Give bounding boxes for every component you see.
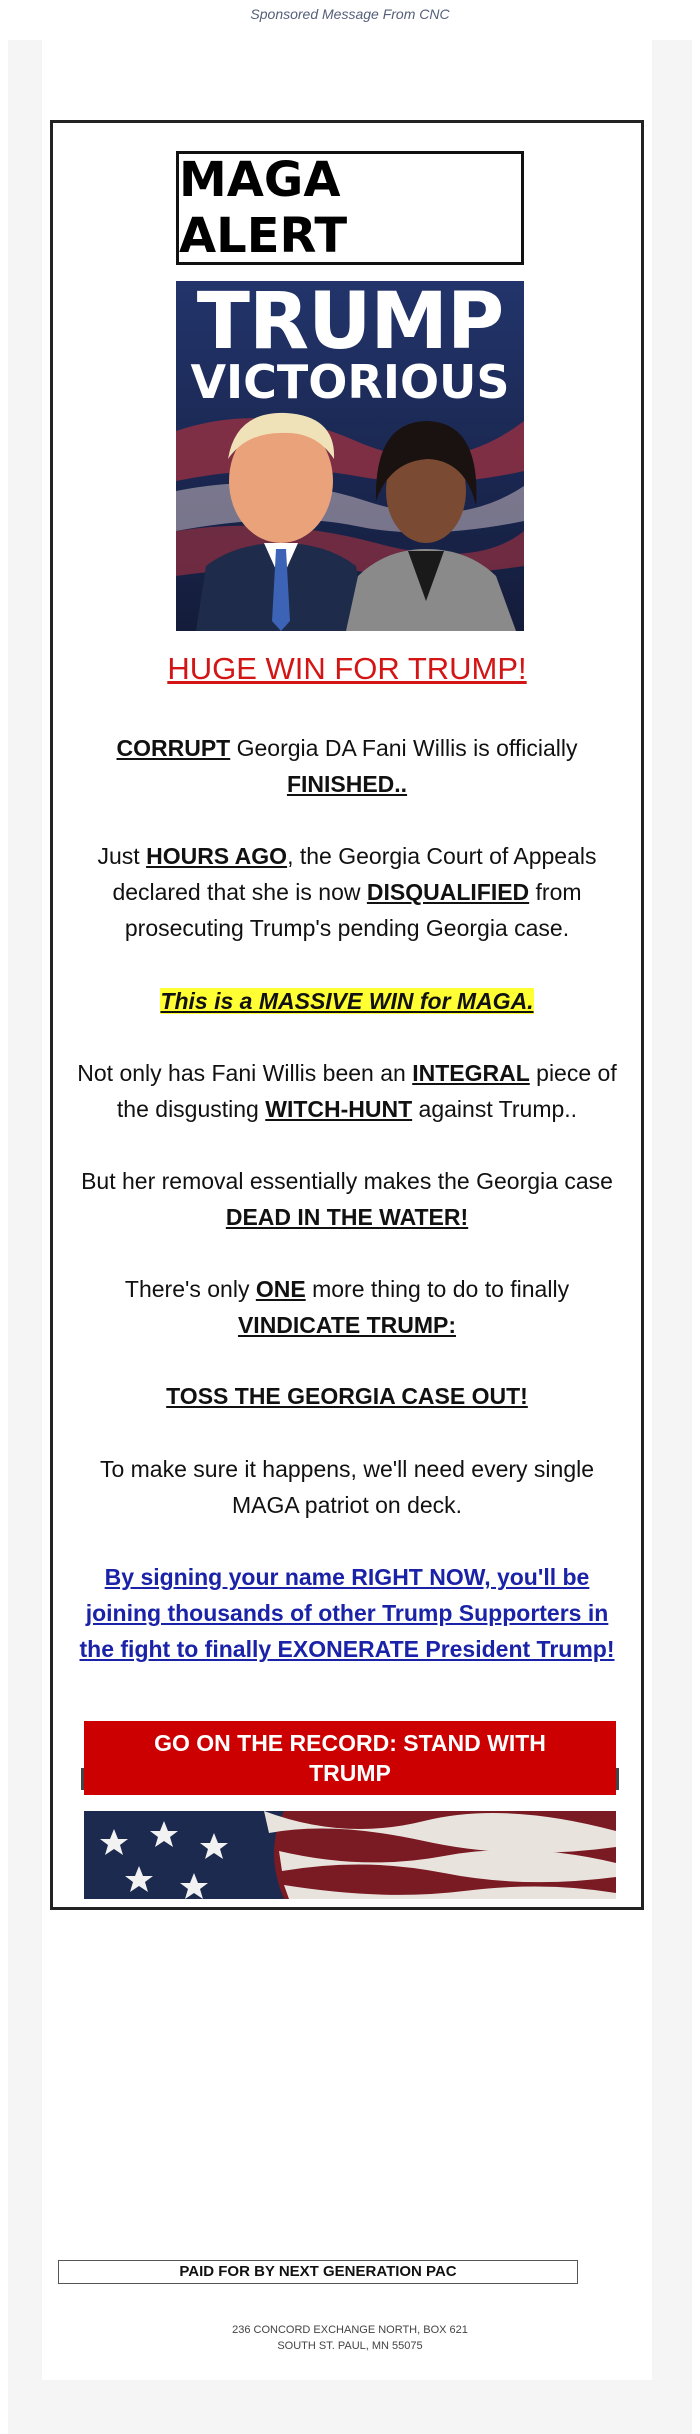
mailing-address [0,2322,700,2354]
sponsor-note: Sponsored Message From CNC [250,6,450,22]
content-box [50,120,644,1910]
p2-text-a: Just [97,843,147,869]
petition-link[interactable]: By signing your name RIGHT NOW, you'll be joining thousands of other Trump Supporters in the fight to finally EXONERATE President Trump! [79,1564,615,1662]
headline-link[interactable]: HUGE WIN FOR TRUMP! [167,651,527,686]
p2-text-c: , the Georgia Court of Appeals declared that she is now [112,843,597,905]
email-card [42,40,652,2380]
p4-text-c: piece of the disgusting [116,1060,617,1122]
hero-image[interactable] [176,281,524,631]
stand-with-trump-button[interactable]: GO ON THE RECORD: STAND WITH TRUMP [84,1721,616,1795]
p1-text-b: Georgia DA Fani Willis is officially [230,735,578,761]
paragraph-1 [73,730,621,802]
address-line-2: SOUTH ST. PAUL, MN 55075 [277,2340,423,2352]
p2-text-e: from prosecuting Trump's pending Georgia case. [124,879,582,941]
address-line-1: 236 CONCORD EXCHANGE NORTH, BOX 621 [232,2324,468,2336]
p3-highlight: This is a MASSIVE WIN for MAGA. [160,988,534,1014]
flag-banner-image[interactable] [84,1811,616,1899]
p2-strong-d: DISQUALIFIED [366,879,530,905]
paragraph-4 [73,1055,621,1127]
p6-strong-d: VINDICATE TRUMP: [237,1312,457,1338]
p8-text-a: To make sure it happens, we'll need every single MAGA patriot on deck. [99,1456,595,1518]
p4-strong-b: INTEGRAL [412,1060,530,1086]
p6-strong-b: ONE [255,1276,306,1302]
p4-text-a: Not only has Fani Willis been an [77,1060,413,1086]
paragraph-3 [73,983,621,1019]
p2-strong-b: HOURS AGO [146,843,288,869]
p6-text-c: more thing to do to finally [305,1276,570,1302]
p5-text-a: But her removal essentially makes the Georgia case [81,1168,613,1194]
p4-strong-d: WITCH-HUNT [265,1096,413,1122]
paragraph-7 [73,1378,621,1414]
hero-title-line1: TRUMP [196,281,504,367]
header-box [176,151,524,265]
header-title: MAGA ALERT [179,152,348,264]
paragraph-2 [73,838,621,946]
paragraph-8 [73,1451,621,1523]
hero-title-line2: VICTORIOUS [190,355,510,409]
paid-for-disclaimer: PAID FOR BY NEXT GENERATION PAC [58,2260,578,2284]
p6-text-a: There's only [124,1276,256,1302]
p4-text-e: against Trump.. [412,1096,578,1122]
p5-strong-b: DEAD IN THE WATER! [225,1204,469,1230]
paragraph-5 [73,1163,621,1235]
p7-strong-a: TOSS THE GEORGIA CASE OUT! [166,1383,528,1409]
p1-strong-a: CORRUPT [116,735,231,761]
p1-strong-c: FINISHED.. [286,771,408,797]
paragraph-6 [73,1271,621,1343]
flag-illustration [84,1811,616,1899]
